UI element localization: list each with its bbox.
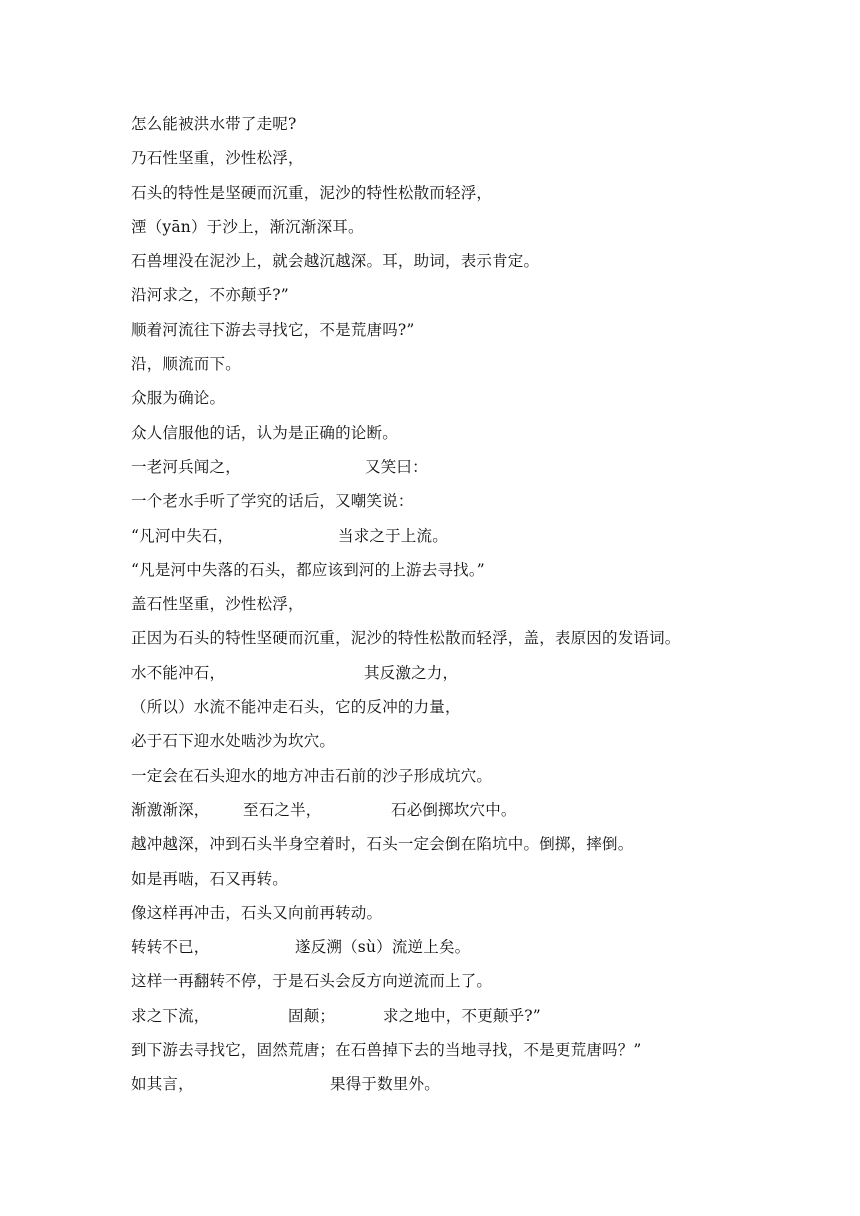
text-segment: 一个老水手听了学究的话后，又嘲笑说：	[131, 492, 414, 511]
text-line	[131, 553, 846, 587]
text-line	[131, 176, 846, 210]
text-segment: 又笑曰：	[365, 457, 428, 476]
text-segment: 众服为确论。	[131, 389, 226, 408]
text-line	[131, 930, 846, 964]
text-line	[131, 621, 846, 655]
text-segment: 像这样再冲击，石头又向前再转动。	[131, 903, 383, 922]
text-line	[131, 244, 846, 278]
text-segment: 到下游去寻找它，固然荒唐；在石兽掉下去的当地寻找，不是更荒唐吗？”	[131, 1041, 642, 1060]
text-line	[131, 141, 846, 175]
text-line	[131, 278, 846, 312]
text-segment: 石兽埋没在泥沙上，就会越沉越深。耳，助词，表示肯定。	[131, 252, 540, 271]
text-line	[131, 416, 846, 450]
text-line	[131, 827, 846, 861]
text-segment: 乃石性坚重，沙性松浮，	[131, 149, 304, 168]
text-segment: 求之下流，	[131, 1006, 210, 1025]
text-line	[131, 347, 846, 381]
text-segment: （所以）水流不能冲走石头，它的反冲的力量，	[131, 698, 461, 717]
text-segment: 转转不已，	[131, 938, 210, 957]
text-segment: 其反激之力，	[364, 663, 459, 682]
text-segment: 盖石性坚重，沙性松浮，	[131, 595, 304, 614]
text-segment: 果得于数里外。	[330, 1075, 440, 1094]
text-line	[131, 964, 846, 998]
text-line	[131, 313, 846, 347]
text-line	[131, 210, 846, 244]
text-segment: 众人信服他的话，认为是正确的论断。	[131, 423, 398, 442]
text-line	[131, 381, 846, 415]
text-segment: “凡是河中失落的石头，都应该到河的上游去寻找。”	[131, 560, 485, 579]
text-segment: 当求之于上流。	[338, 526, 448, 545]
text-segment: 湮（yān）于沙上，渐沉渐深耳。	[131, 217, 364, 236]
text-segment: 求之地中，不更颠乎?”	[383, 1006, 541, 1025]
text-body	[131, 107, 846, 1102]
text-line	[131, 759, 846, 793]
text-line	[131, 484, 846, 518]
text-segment: 至石之半，	[243, 800, 322, 819]
text-line	[131, 519, 846, 553]
text-segment: 越冲越深，冲到石头半身空着时，石头一定会倒在陷坑中。倒掷，摔倒。	[131, 835, 634, 854]
text-line	[131, 1033, 846, 1067]
text-segment: 一定会在石头迎水的地方冲击石前的沙子形成坑穴。	[131, 766, 493, 785]
text-segment: 如是再啮，石又再转。	[131, 869, 289, 888]
text-segment: 必于石下迎水处啮沙为坎穴。	[131, 732, 336, 751]
text-segment: 这样一再翻转不停，于是石头会反方向逆流而上了。	[131, 972, 493, 991]
text-segment: 怎么能被洪水带了走呢?	[131, 115, 297, 133]
text-line	[131, 107, 846, 141]
text-segment: 固颠；	[288, 1006, 336, 1025]
text-segment: “凡河中失石，	[131, 526, 234, 545]
text-segment: 石头的特性是坚硬而沉重，泥沙的特性松散而轻浮，	[131, 183, 493, 202]
text-line	[131, 587, 846, 621]
text-line	[131, 896, 846, 930]
text-line	[131, 724, 846, 758]
text-line	[131, 999, 846, 1033]
text-segment: 顺着河流往下游去寻找它，不是荒唐吗?”	[131, 320, 415, 339]
text-segment: 正因为石头的特性坚硬而沉重，泥沙的特性松散而轻浮，盖，表原因的发语词。	[131, 629, 681, 648]
text-segment: 遂反溯（sù）流逆上矣。	[295, 938, 471, 957]
text-segment: 一老河兵闻之，	[131, 457, 241, 476]
text-line	[131, 793, 846, 827]
text-segment: 水不能冲石，	[131, 663, 226, 682]
text-line	[131, 690, 846, 724]
text-segment: 沿，顺流而下。	[131, 355, 241, 374]
text-line	[131, 1067, 846, 1101]
text-segment: 沿河求之，不亦颠乎?”	[131, 286, 289, 305]
text-line	[131, 450, 846, 484]
text-segment: 如其言，	[131, 1075, 194, 1094]
text-line	[131, 656, 846, 690]
text-segment: 渐激渐深，	[131, 800, 210, 819]
text-line	[131, 862, 846, 896]
text-segment: 石必倒掷坎穴中。	[391, 800, 517, 819]
